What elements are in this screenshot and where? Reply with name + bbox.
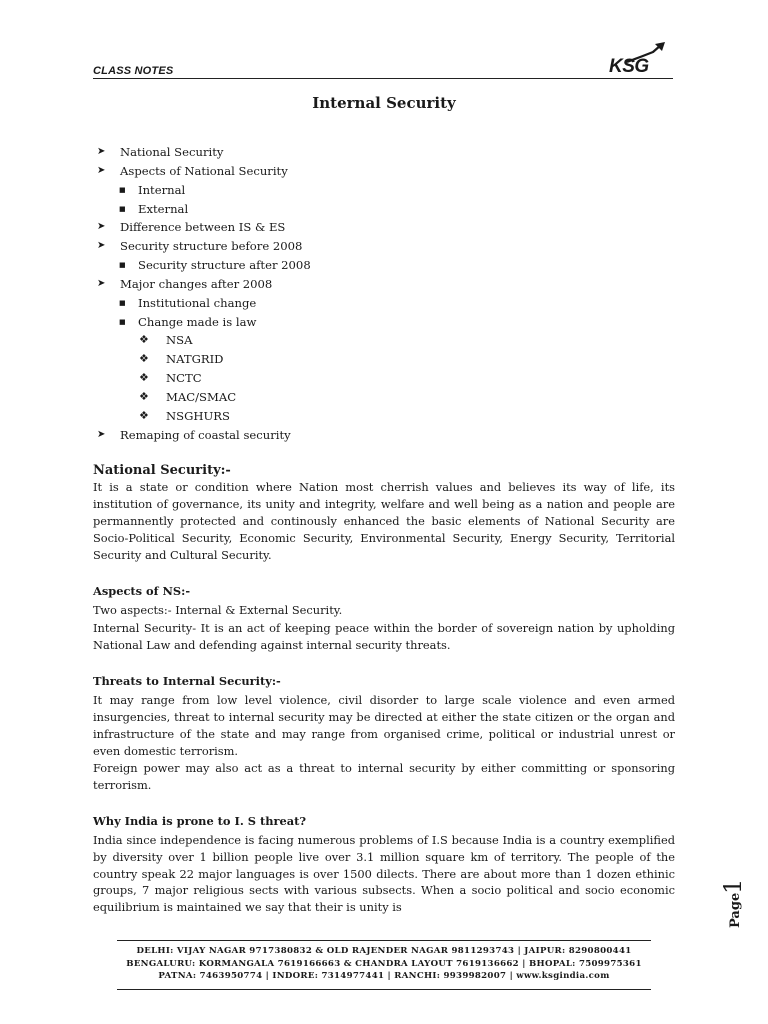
footer-line-3: PATNA: 7463950774 | INDORE: 7314977441 | RANCHI: 9939982007 | www.ksgindia.com (158, 971, 610, 981)
heading-why-india: Why India is prone to I. S threat? (93, 813, 307, 828)
square-bullet-icon: ■ (119, 204, 126, 213)
arrow-bullet-icon: ➤ (97, 221, 106, 233)
outline-item (96, 275, 311, 294)
outline-item-text: External (138, 201, 189, 216)
outline-item-text: MAC/SMAC (166, 389, 237, 404)
outline-item (96, 407, 311, 426)
arrow-bullet-icon: ➤ (97, 240, 106, 252)
page-word: Page (728, 892, 743, 928)
paragraph-why-india: India since independence is facing numerous problems of I.S because India is a country exemplified by diversity over 1 billion people live over 3.1 million square km of territory. The people of the country speak 22 major languages is over 1500 dilects. There are about more than 1 dozen ethinic groups, 7 major religious sects with various subsects. When a socio political and socio economic equilibrium is maintained we say that their is unity is (93, 832, 675, 915)
outline-item (96, 200, 311, 219)
paragraph-aspects-2: Internal Security- It is an act of keeping peace within the border of sovereign nation by upholding National Law and defending against internal security threats. (93, 621, 675, 653)
page-digit: 1 (719, 878, 747, 894)
outline-item (96, 143, 311, 162)
outline-item (96, 237, 311, 256)
diamond-bullet-icon: ❖ (139, 389, 149, 403)
heading-aspects: Aspects of NS:- (93, 583, 191, 598)
square-bullet-icon: ■ (119, 185, 126, 194)
outline-item-text: Change made is law (138, 314, 257, 329)
outline-item (96, 313, 311, 332)
outline-item-text: Remaping of coastal security (120, 427, 291, 442)
outline-item-text: Major changes after 2008 (120, 276, 273, 291)
arrow-bullet-icon: ➤ (97, 146, 106, 157)
ksg-logo (609, 42, 671, 78)
arrow-bullet-icon: ➤ (97, 277, 106, 289)
page-footer (117, 940, 651, 990)
outline-item (96, 369, 311, 388)
outline-item-text: Difference between IS & ES (120, 220, 286, 235)
outline-item-text: NSGHURS (166, 408, 230, 423)
footer-line-1: DELHI: VIJAY NAGAR 9717380832 & OLD RAJENDER NAGAR 9811293743 | JAIPUR: 8290800441 (136, 946, 632, 956)
outline-item-text: NATGRID (166, 352, 224, 367)
document-title: Internal Security (312, 94, 456, 112)
topic-outline (96, 143, 311, 445)
outline-item-text: Internal (138, 182, 186, 197)
outline-item (96, 331, 311, 350)
outline-item (96, 388, 311, 407)
paragraph-national-security: It is a state or condition where Nation most cherrish values and believes its way of life, its institution of governance, its unity and integrity, welfare and well being as a nation and people are permannently protected and continously enhanced the basic elements of National Security are Socio-Political Security, Economic Security, Environmental Security, Energy Security, Territorial Security and Cultural Security. (93, 480, 675, 562)
square-bullet-icon: ■ (119, 298, 126, 307)
outline-item-text: National Security (120, 145, 224, 159)
outline-item (96, 426, 311, 445)
outline-item (96, 256, 311, 275)
outline-item-text: Security structure before 2008 (120, 239, 303, 254)
outline-item (96, 350, 311, 369)
outline-item-text: Aspects of National Security (120, 163, 288, 178)
paragraph-threats-2: Foreign power may also act as a threat to internal security by either committing or sponsoring terrorism. (93, 760, 675, 792)
outline-item-text: NCTC (166, 371, 202, 386)
page-header (93, 52, 673, 79)
diamond-bullet-icon: ❖ (139, 333, 149, 347)
outline-item (96, 218, 311, 237)
square-bullet-icon: ■ (119, 317, 126, 326)
outline-item-text: Security structure after 2008 (138, 258, 311, 273)
outline-item-text: Institutional change (138, 295, 257, 310)
diamond-bullet-icon: ❖ (139, 371, 149, 385)
heading-national-security: National Security:- (93, 463, 231, 478)
arrow-bullet-icon: ➤ (97, 164, 106, 176)
footer-line-2: BENGALURU: KORMANGALA 7619166663 & CHANDRA LAYOUT 7619136662 | BHOPAL: 7509975361 (126, 958, 642, 969)
heading-threats: Threats to Internal Security:- (93, 674, 281, 689)
paragraph-threats-1: It may range from low level violence, civil disorder to large scale violence and even armed insurgencies, threat to internal security may be directed at either the state citizen or the organ and infrastructure of the state and may range from organised crime, political or industrial unrest or even domestic terrorism. (93, 693, 675, 758)
outline-item (96, 294, 311, 313)
page-number (697, 876, 749, 928)
outline-item (96, 181, 311, 200)
outline-item-text: NSA (166, 333, 193, 348)
diamond-bullet-icon: ❖ (139, 408, 149, 422)
paragraph-aspects-1: Two aspects:- Internal & External Security. (93, 602, 343, 617)
outline-item (96, 162, 311, 181)
header-label: CLASS NOTES (93, 65, 174, 77)
diamond-bullet-icon: ❖ (139, 352, 149, 366)
square-bullet-icon: ■ (119, 261, 126, 270)
document-body (93, 462, 675, 916)
logo-text: KSG (609, 56, 649, 77)
arrow-bullet-icon: ➤ (97, 428, 106, 440)
